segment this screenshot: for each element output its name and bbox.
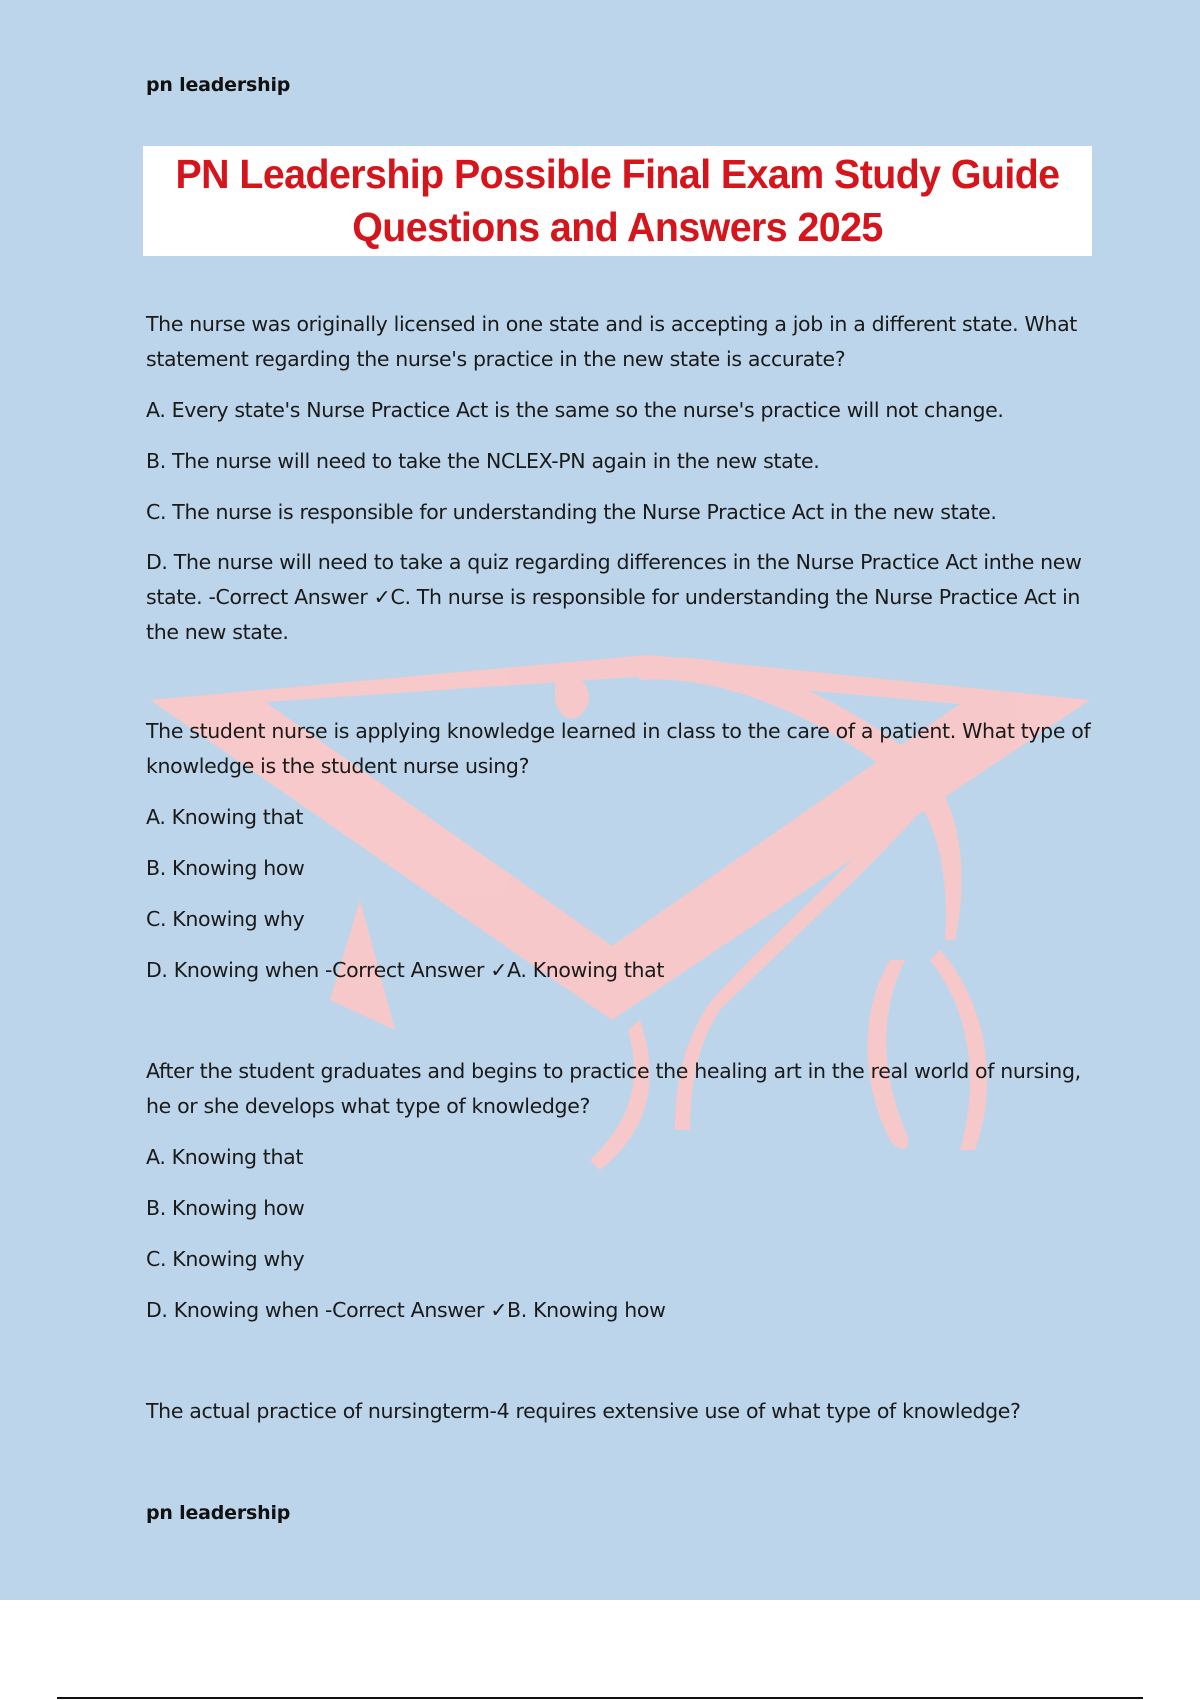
answer-option-c: C. The nurse is responsible for understanding the Nurse Practice Act in the new state. [146,500,997,524]
answer-option-b: B. Knowing how [146,856,305,880]
answer-option-d-with-correct-answer: D. Knowing when -Correct Answer ✓A. Knowing that [146,958,665,982]
answer-option-c: C. Knowing why [146,1247,305,1271]
question-4 [146,1394,1101,1429]
title-box [143,146,1092,256]
answer-option-c: C. Knowing why [146,907,305,931]
answer-option-a: A. Every state's Nurse Practice Act is the same so the nurse's practice will not change. [146,398,1004,422]
question-list [146,307,1101,1479]
answer-option-a: A. Knowing that [146,805,304,829]
question-stem: The nurse was originally licensed in one state and is accepting a job in a different state. What statement regarding the nurse's practice in the new state is accurate? [146,312,1077,371]
answer-option-d-with-correct-answer: D. Knowing when -Correct Answer ✓B. Knowing how [146,1298,666,1322]
question-1 [146,307,1101,650]
answer-option-b: B. Knowing how [146,1196,305,1220]
question-stem: The student nurse is applying knowledge learned in class to the care of a patient. What type of knowledge is the student nurse using? [146,719,1091,778]
answer-option-d-with-correct-answer: D. The nurse will need to take a quiz regarding differences in the Nurse Practice Act inthe new state. -Correct Answer ✓C. Th nurse is responsible for understanding the Nurse Practice Act in the new state. [146,550,1082,644]
document-title: PN Leadership Possible Final Exam Study Guide Questions and Answers 2025 [175,151,1060,250]
question-stem: After the student graduates and begins to practice the healing art in the real world of nursing, he or she develops what type of knowledge? [146,1059,1081,1118]
page-divider [57,1697,1143,1699]
question-3 [146,1054,1101,1328]
answer-option-a: A. Knowing that [146,1145,304,1169]
answer-option-b: B. The nurse will need to take the NCLEX-PN again in the new state. [146,449,820,473]
running-header: pn leadership [146,74,291,96]
question-stem: The actual practice of nursingterm-4 requires extensive use of what type of knowledge? [146,1399,1021,1423]
question-2 [146,714,1101,988]
running-footer: pn leadership [146,1502,291,1524]
